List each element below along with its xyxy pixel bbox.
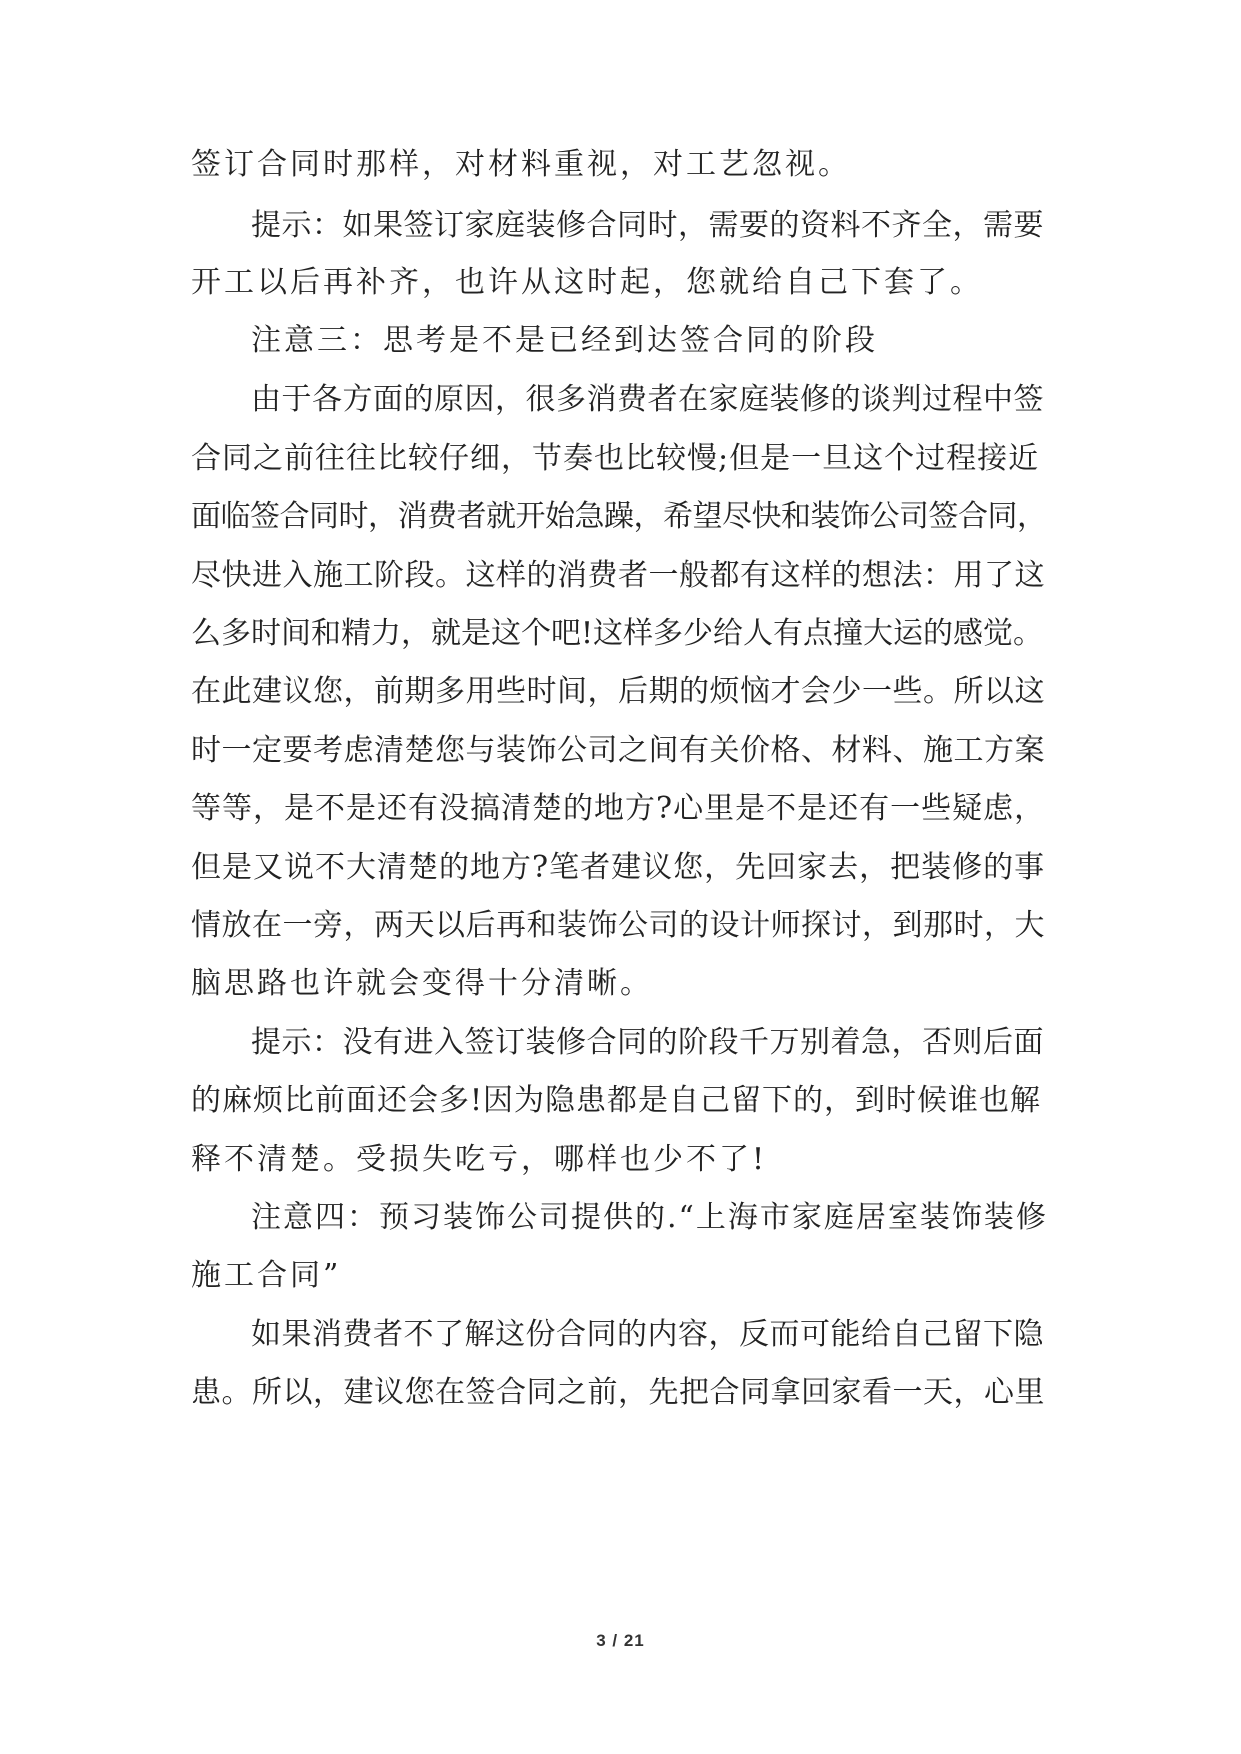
text-line: 面临签合同时，消费者就开始急躁，希望尽快和装饰公司签合同， bbox=[191, 499, 1047, 534]
section-heading: 注意三：思考是不是已经到达签合同的阶段 bbox=[251, 323, 878, 358]
text-line: 开工以后再补齐，也许从这时起，您就给自己下套了。 bbox=[191, 265, 983, 300]
text-line: 合同之前往往比较仔细，节奏也比较慢;但是一旦这个过程接近 bbox=[191, 441, 1040, 476]
text-line: 提示：没有进入签订装修合同的阶段千万别着急，否则后面 bbox=[251, 1025, 1044, 1060]
text-line: 时一定要考虑清楚您与装饰公司之间有关价格、材料、施工方案 bbox=[191, 733, 1045, 768]
text-line: 情放在一旁，两天以后再和装饰公司的设计师探讨，到那时，大 bbox=[191, 908, 1045, 943]
text-line: 签订合同时那样，对材料重视，对工艺忽视。 bbox=[191, 147, 851, 182]
text-line: 但是又说不大清楚的地方?笔者建议您，先回家去，把装修的事 bbox=[191, 850, 1046, 885]
text-line: 患。所以，建议您在签合同之前，先把合同拿回家看一天，心里 bbox=[191, 1375, 1045, 1410]
text-line: 提示：如果签订家庭装修合同时，需要的资料不齐全，需要 bbox=[251, 208, 1044, 243]
text-line: 脑思路也许就会变得十分清晰。 bbox=[191, 966, 653, 1001]
section-heading: 注意四：预习装饰公司提供的.“上海市家庭居室装饰装修 bbox=[251, 1200, 1048, 1235]
section-heading-continued: 施工合同” bbox=[191, 1258, 342, 1293]
text-line: 在此建议您，前期多用些时间，后期的烦恼才会少一些。所以这 bbox=[191, 674, 1045, 709]
text-line: 释不清楚。受损失吃亏，哪样也少不了! bbox=[191, 1142, 768, 1177]
text-line: 尽快进入施工阶段。这样的消费者一般都有这样的想法：用了这 bbox=[191, 558, 1045, 593]
page-number: 3 / 21 bbox=[596, 1631, 645, 1650]
text-line: 如果消费者不了解这份合同的内容，反而可能给自己留下隐 bbox=[251, 1317, 1044, 1352]
text-line: 么多时间和精力，就是这个吧!这样多少给人有点撞大运的感觉。 bbox=[191, 616, 1044, 651]
text-line: 等等，是不是还有没搞清楚的地方?心里是不是还有一些疑虑， bbox=[191, 791, 1046, 826]
text-line: 由于各方面的原因，很多消费者在家庭装修的谈判过程中签 bbox=[251, 382, 1044, 417]
text-line: 的麻烦比前面还会多!因为隐患都是自己留下的，到时候谁也解 bbox=[191, 1083, 1042, 1118]
